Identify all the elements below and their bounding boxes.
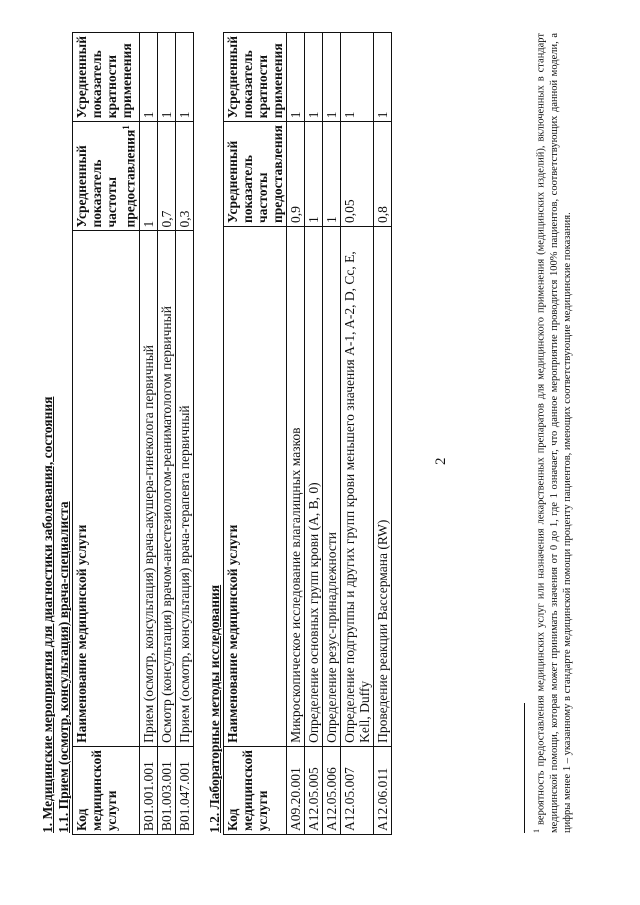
subsection-title: 1.1. Прием (осмотр, консультация) врача-специалиста — [56, 501, 71, 833]
cell-name: Прием (осмотр, консультация) врача-акушера-гинеколога первичный — [139, 231, 157, 746]
cell-frequency: 0,3 — [175, 122, 193, 231]
cell-multiplicity: 1 — [157, 33, 175, 122]
header-code: Код медицинской услуги — [73, 746, 140, 834]
table-row — [305, 33, 323, 835]
table-row — [374, 33, 392, 835]
table-header-row — [224, 33, 287, 835]
cell-code: A09.20.001 — [287, 746, 305, 834]
cell-name: Прием (осмотр, консультация) врача-терапевта первичный — [175, 231, 193, 746]
cell-frequency: 1 — [305, 122, 323, 227]
page-number: 2 — [433, 457, 449, 465]
services-table-1 — [72, 32, 194, 835]
cell-code: A12.06.011 — [374, 746, 392, 834]
cell-code: B01.003.001 — [157, 746, 175, 834]
header-frequency-text: Усредненный показатель частоты предоставления — [74, 129, 138, 228]
cell-code: A12.05.006 — [323, 746, 341, 834]
cell-code: B01.001.001 — [139, 746, 157, 834]
cell-name: Микроскопическое исследование влагалищных мазков — [287, 227, 305, 747]
table-header-row — [73, 33, 140, 835]
cell-multiplicity: 1 — [139, 33, 157, 122]
table-row — [157, 33, 175, 835]
cell-name: Определение резус-принадлежности — [323, 227, 341, 747]
footnote-divider — [524, 703, 525, 833]
table-row — [139, 33, 157, 835]
header-name: Наименование медицинской услуги — [73, 231, 140, 746]
header-frequency — [73, 122, 140, 231]
footnote-mark: 1 — [532, 829, 541, 833]
table-row — [323, 33, 341, 835]
services-table-2 — [223, 32, 392, 835]
cell-multiplicity: 1 — [305, 33, 323, 122]
cell-multiplicity: 1 — [341, 33, 374, 122]
cell-multiplicity: 1 — [175, 33, 193, 122]
table-row — [287, 33, 305, 835]
cell-multiplicity: 1 — [374, 33, 392, 122]
cell-code: A12.05.007 — [341, 746, 374, 834]
footnote — [530, 33, 574, 833]
cell-name: Проведение реакции Вассермана (RW) — [374, 227, 392, 747]
cell-frequency: 0,8 — [374, 122, 392, 227]
subsection-title: 1.2. Лабораторные методы исследования — [207, 584, 222, 833]
cell-code: A12.05.005 — [305, 746, 323, 834]
footnote-text: вероятность предоставления медицинских услуг или назначения лекарственных препаратов для медицинского применения (медицинских изделий), включенных в стандарт медицинской помощи, которая может принимать значения от 0 до 1, где 1 означает, что данное мероприятие проводится 100% пациентов, соответствующих данной модели, а цифры менее 1 – указанному в стандарте медицинской помощи проценту пациентов, имеющих соответствующие медицинские показания. — [535, 32, 573, 833]
cell-name: Определение основных групп крови (A, B, 0) — [305, 227, 323, 747]
cell-code: B01.047.001 — [175, 746, 193, 834]
header-code: Код медицинской услуги — [224, 746, 287, 834]
header-multiplicity: Усредненный показатель кратности применения — [73, 33, 140, 122]
header-name: Наименование медицинской услуги — [224, 227, 287, 747]
cell-frequency: 1 — [323, 122, 341, 227]
cell-frequency: 0,7 — [157, 122, 175, 231]
cell-multiplicity: 1 — [287, 33, 305, 122]
cell-multiplicity: 1 — [323, 33, 341, 122]
cell-frequency: 1 — [139, 122, 157, 231]
cell-frequency: 0,9 — [287, 122, 305, 227]
cell-name: Осмотр (консультация) врачом-анестезиологом-реаниматологом первичный — [157, 231, 175, 746]
header-frequency: Усредненный показатель частоты предоставления — [224, 122, 287, 227]
cell-name: Определение подгруппы и других групп крови меньшего значения A-1, A-2, D, Cc, E, Kell, Duffy — [341, 227, 374, 747]
header-multiplicity: Усредненный показатель кратности применения — [224, 33, 287, 122]
table-row — [341, 33, 374, 835]
section-title: 1. Медицинские мероприятия для диагностики заболевания, состояния — [40, 396, 55, 833]
cell-frequency: 0,05 — [341, 122, 374, 227]
footnote-mark: 1 — [121, 125, 131, 130]
table-row — [175, 33, 193, 835]
